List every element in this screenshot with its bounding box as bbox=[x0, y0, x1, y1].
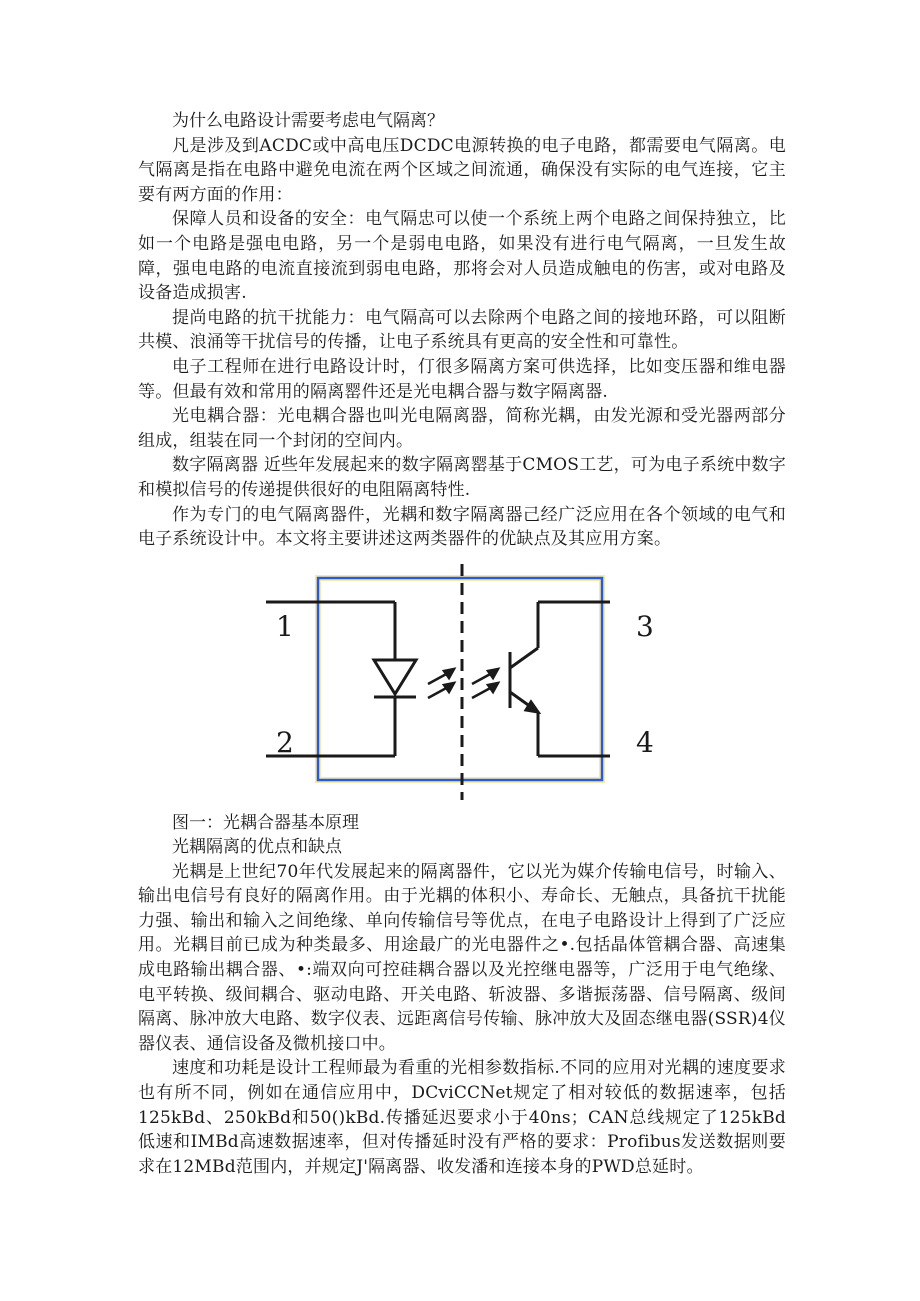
paragraph-isolation-definition: 凡是涉及到ACDC或中高电压DCDC电源转换的电子电路，都需要电气隔离。电气隔离是指在电路中避免电流在两个区域之间流通，确保没有实际的电气连接，它主要有两方面的作用： bbox=[138, 135, 786, 205]
pin-label-2: 2 bbox=[276, 726, 294, 759]
led-icon bbox=[374, 660, 416, 694]
paragraph-optocoupler-history: 光耦是上世纪70年代发展起来的隔离器件，它以光为媒介传输电信号，时输入、输出电信号有良好的隔离作用。由于光耦的体积小、寿命长、无触点，具备抗干扰能力强、输出和输入之间绝缘、单向传输信号等优点，在电子电路设计上得到了广泛应用。光耦目前已成为种类最多、用途最广的光电器件之•.包括晶体管耦合器、高速集成电路输出耦合器、•:端双向可控硅耦合器以及光控继电器等，广泛用于电气绝缘、电平转换、级间耦合、驱动电路、开关电路、斩波器、多谐振荡器、信号隔离、级间隔离、脉冲放大电路、数字仪表、远距离信号传输、脉冲放大及固态继电器(SSR)4仪器仪表、通信设备及微机接口中。 bbox=[138, 861, 786, 1054]
question-title: 为什么电路设计需要考虑电气隔离？ bbox=[172, 111, 444, 131]
pin-label-4: 4 bbox=[636, 726, 654, 759]
frame-glow bbox=[318, 578, 602, 780]
figure-caption: 图一：光耦合器基本原理 bbox=[172, 813, 359, 833]
paragraph-digital-isolator: 数字隔离器 近些年发展起来的数字隔离罂基于CMOS工艺，可为电子系统中数字和模拟信号的传递提供很好的电阻隔离特性. bbox=[138, 455, 786, 500]
paragraph-overview: 作为专门的电气隔离器件，光耦和数字隔离器己经广泛应用在各个领域的电气和电子系统设计中。本文将主要讲述这两类器件的优缺点及其应用方案。 bbox=[138, 504, 786, 550]
intro-section bbox=[138, 109, 786, 552]
optocoupler-schematic bbox=[258, 560, 658, 802]
paragraph-optocoupler: 光电耦合器：光电耦合器也叫光电隔离器，简称光耦，由发光源和受光器两部分组成，组装在同一个封闭的空间内。 bbox=[138, 406, 786, 451]
pros-cons-section bbox=[138, 835, 786, 1179]
pin-label-1: 1 bbox=[276, 610, 294, 643]
paragraph-anti-interference: 提尚电路的抗干扰能力：电气隔高可以去除两个电路之间的接地环路，可以阻断共模、浪涌等干扰信号的传播，让电子系统具有更高的安全性和可靠性。 bbox=[138, 307, 786, 353]
paragraph-speed-power: 速度和功耗是设计工程师最为看重的光相参数指标.不同的应用对光耦的速度要求也有所不同，例如在通信应用中，DCviCCNet规定了相对较低的数据速率，包括125kBd、250kBd和50()kBd.传播延迟要求小于40ns；CAN总线规定了125kBd低速和IMBd高速数据速率，但对传播延时没有严格的要求：Profibus发送数据则要求在12MBd范围内，并规定J'隔离器、收发潘和连接本身的PWD总延时。 bbox=[138, 1058, 786, 1177]
paragraph-safety: 保障人员和设备的安全：电气隔忠可以使一个系统上两个电路之间保持独立，比如一个电路是强电电路，另一个是弱电电路，如果没有进行电气隔离，一旦发生故障，强电电路的电流直接流到弱电电路，那将会对人员造成触电的伤害，或对电路及设备造成损害. bbox=[138, 209, 786, 304]
pin-label-3: 3 bbox=[636, 610, 654, 643]
optocoupler-diagram bbox=[258, 560, 658, 802]
paragraph-isolation-options: 电子工程师在进行电路设计时，仃很多隔离方案可供选择，比如变压器和维电器等。但最有效和常用的隔离罂件还是光电耦合器与数字隔离器. bbox=[138, 356, 786, 402]
phototransistor-icon bbox=[510, 602, 538, 756]
package-outline bbox=[318, 578, 602, 780]
section-heading: 光耦隔离的优点和缺点 bbox=[172, 837, 342, 857]
